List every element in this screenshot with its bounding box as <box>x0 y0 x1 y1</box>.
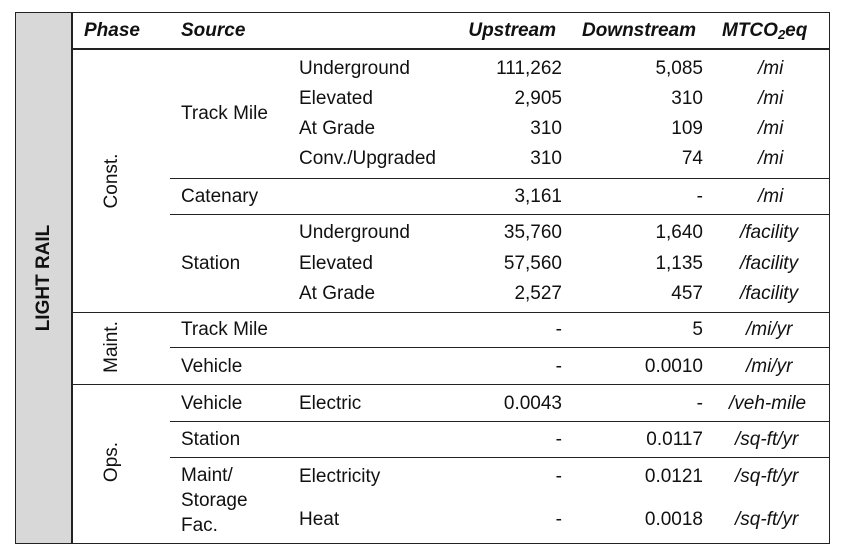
header-upstream: Upstream <box>468 20 556 41</box>
source-cell: Vehicle <box>181 393 243 414</box>
upstream-cell: - <box>555 466 562 487</box>
upstream-cell: 310 <box>530 118 562 139</box>
header-source: Source <box>181 20 246 41</box>
subtype-cell: Underground <box>299 222 410 243</box>
downstream-cell: 5 <box>692 319 703 340</box>
subtype-cell: Electricity <box>299 466 381 487</box>
row-divider <box>170 178 830 179</box>
upstream-cell: 111,262 <box>496 58 562 79</box>
row-divider <box>170 421 830 422</box>
upstream-cell: 2,905 <box>514 88 562 109</box>
table-frame <box>15 12 830 544</box>
row-divider <box>170 347 830 348</box>
unit-cell: /sq-ft/yr <box>735 429 799 450</box>
upstream-cell: 57,560 <box>503 253 562 274</box>
upstream-cell: 310 <box>530 148 562 169</box>
downstream-cell: 1,135 <box>655 253 703 274</box>
upstream-cell: - <box>555 429 562 450</box>
downstream-cell: - <box>696 393 703 414</box>
subtype-cell: Heat <box>299 509 340 530</box>
upstream-cell: - <box>555 356 562 377</box>
upstream-cell: - <box>555 319 562 340</box>
phase-divider <box>73 384 830 385</box>
unit-cell: /sq-ft/yr <box>735 509 799 530</box>
unit-cell: /sq-ft/yr <box>735 466 799 487</box>
downstream-cell: 0.0121 <box>644 466 703 487</box>
downstream-cell: 0.0117 <box>646 429 703 450</box>
header-downstream: Downstream <box>581 20 696 41</box>
subtype-cell: At Grade <box>299 118 376 139</box>
source-cell: Station <box>181 253 241 274</box>
subtype-cell: At Grade <box>299 283 376 304</box>
downstream-cell: 74 <box>681 148 703 169</box>
downstream-cell: 0.0018 <box>644 509 703 530</box>
phase-maint: Maint. <box>101 321 122 373</box>
upstream-cell: 3,161 <box>514 186 562 207</box>
downstream-cell: 109 <box>671 118 703 139</box>
phase-const: Const. <box>101 153 122 209</box>
header-phase: Phase <box>84 20 140 41</box>
upstream-cell: 35,760 <box>503 222 562 243</box>
upstream-cell: - <box>555 509 562 530</box>
source-cell: Station <box>181 429 241 450</box>
unit-cell: /veh-mile <box>729 393 807 414</box>
source-cell: Track Mile <box>181 103 268 124</box>
subtype-cell: Underground <box>299 58 410 79</box>
upstream-cell: 2,527 <box>514 283 562 304</box>
source-cell-line2: Storage <box>181 490 248 511</box>
unit-cell: /mi <box>758 58 784 79</box>
subtype-cell: Electric <box>299 393 362 414</box>
downstream-cell: 457 <box>671 283 703 304</box>
header-unit: $MTCO_2eq$ <box>722 20 808 42</box>
unit-cell: /facility <box>740 222 799 243</box>
source-cell: Track Mile <box>181 319 268 340</box>
downstream-cell: 1,640 <box>655 222 703 243</box>
subtype-cell: Elevated <box>299 253 373 274</box>
unit-cell: /mi <box>758 186 784 207</box>
phase-ops: Ops. <box>101 441 122 483</box>
downstream-cell: 0.0010 <box>644 356 703 377</box>
subtype-cell: Conv./Upgraded <box>299 148 436 169</box>
source-cell: Maint/ <box>181 465 233 486</box>
downstream-cell: 5,085 <box>655 58 703 79</box>
row-divider <box>170 457 830 458</box>
unit-cell: /mi <box>758 148 784 169</box>
header-rule <box>73 48 830 50</box>
source-cell: Catenary <box>181 186 259 207</box>
unit-cell: /facility <box>740 253 799 274</box>
phase-divider <box>73 312 830 313</box>
source-cell: Vehicle <box>181 356 243 377</box>
upstream-cell: 0.0043 <box>503 393 562 414</box>
unit-cell: /mi <box>758 118 784 139</box>
downstream-cell: 310 <box>671 88 703 109</box>
unit-cell: /mi/yr <box>746 356 793 377</box>
category-label: LIGHT RAIL <box>33 224 54 332</box>
unit-cell: /mi <box>758 88 784 109</box>
subtype-cell: Elevated <box>299 88 373 109</box>
row-divider <box>170 214 830 215</box>
unit-cell: /facility <box>740 283 799 304</box>
downstream-cell: - <box>696 186 703 207</box>
source-cell-line3: Fac. <box>181 515 218 536</box>
unit-cell: /mi/yr <box>746 319 793 340</box>
